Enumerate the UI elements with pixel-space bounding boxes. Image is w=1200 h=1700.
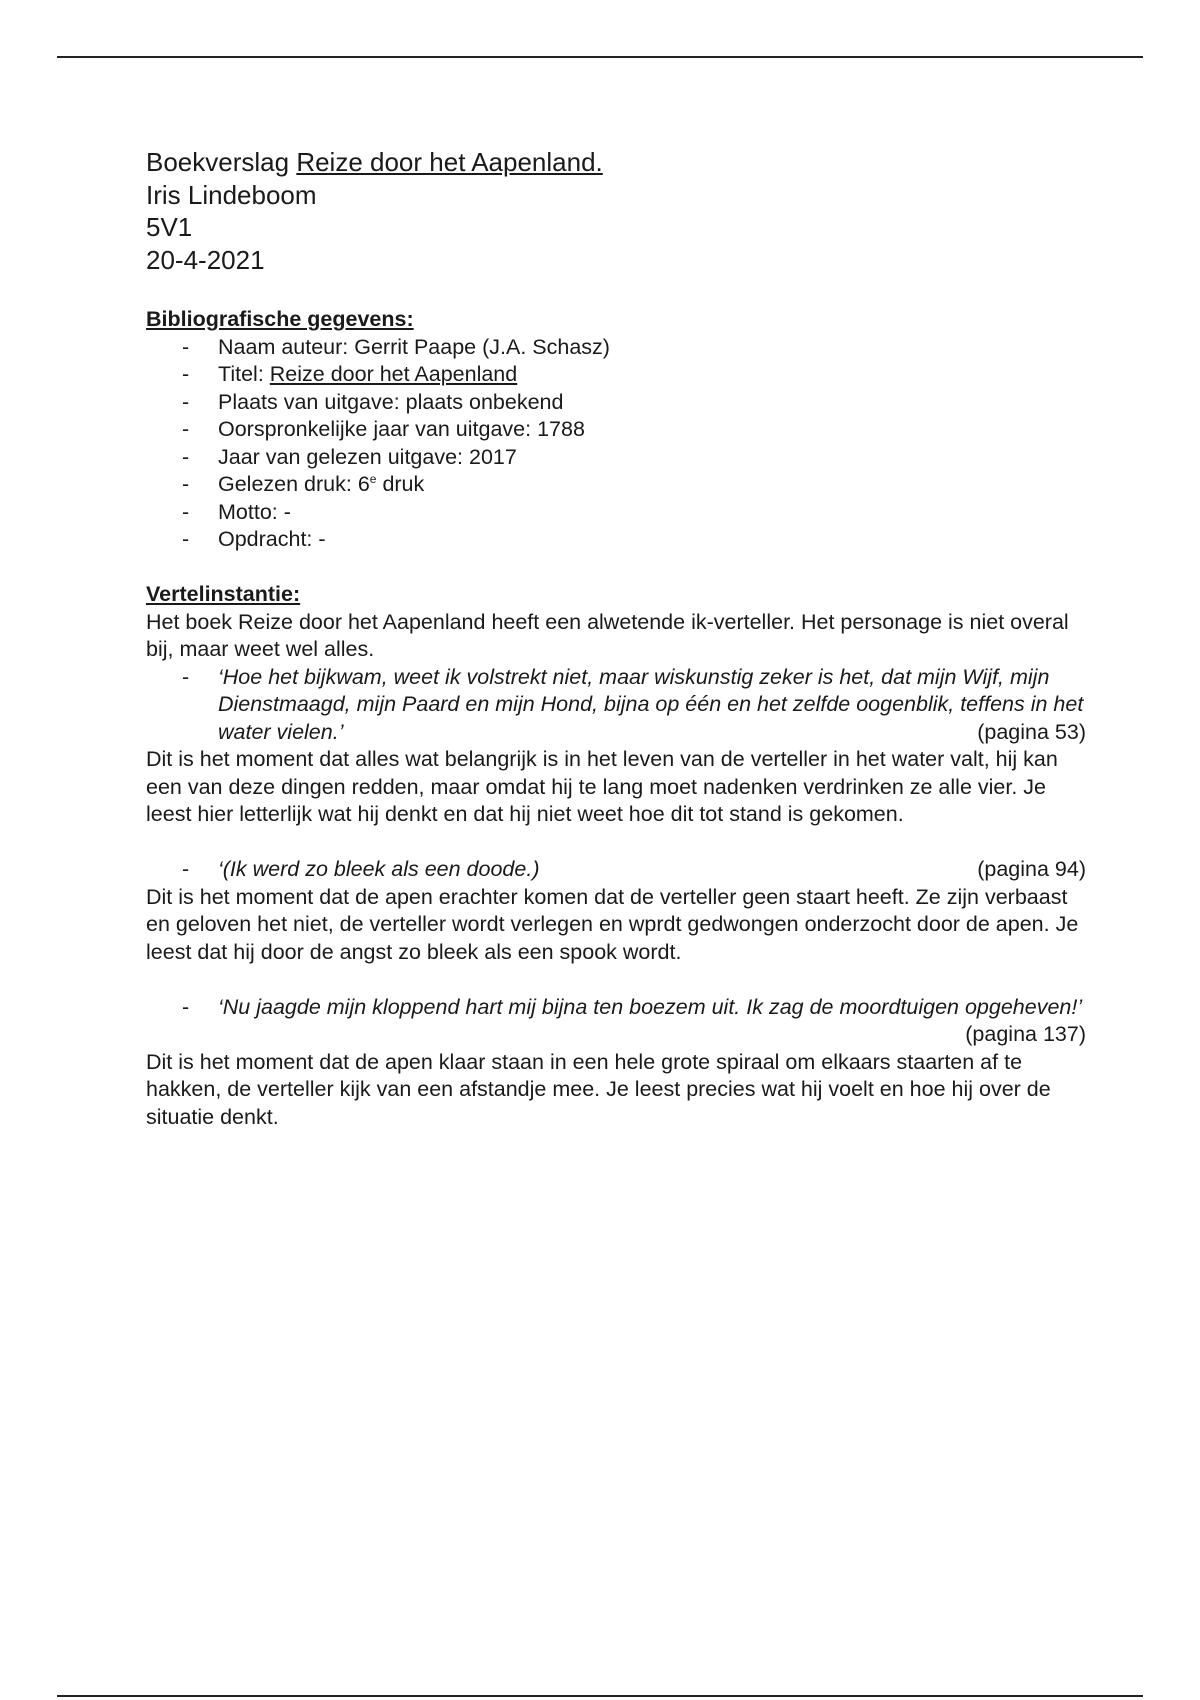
quote-item — [146, 994, 1086, 1049]
bib-edition-sup: e — [369, 471, 377, 486]
class-name: 5V1 — [146, 212, 193, 242]
dash-bullet: - — [182, 994, 190, 1019]
spacer — [146, 829, 1086, 857]
dash-bullet: - — [182, 444, 190, 469]
report-date: 20-4-2021 — [146, 244, 265, 275]
quote-text: ‘Nu jaagde mijn kloppend hart mij bijna ten boezem uit. Ik zag de moordtuigen opgeheven!’ — [218, 994, 1083, 1019]
bib-read-year: Jaar van gelezen uitgave: 2017 — [218, 444, 517, 469]
author-name: Iris Lindeboom — [146, 179, 317, 210]
narration-paragraph: Dit is het moment dat alles wat belangrijk is in het leven van de verteller in het water valt, hij kan een van deze dingen redden, maar omdat hij te lang moet nadenken verdrinken ze alle vier. Je leest hier letterlijk wat hij denkt en dat hij niet weet hoe dit tot stand is gekomen. — [146, 747, 1058, 826]
narration-paragraph: Dit is het moment dat de apen erachter komen dat de verteller geen staart heeft. Ze zijn verbaast en geloven het niet, de verteller wordt verlegen en wprdt gedwongen onderzocht door de apen. Je leest dat hij door de angst zo bleek als een spook wordt. — [146, 884, 1079, 964]
report-header — [146, 146, 1086, 276]
top-rule — [57, 56, 1143, 58]
list-item — [146, 471, 1086, 499]
bib-title-label: Titel: — [218, 362, 270, 386]
list-item — [146, 444, 1086, 472]
page-reference: (pagina 53) — [977, 719, 1086, 744]
dash-bullet: - — [182, 499, 190, 524]
dash-bullet: - — [182, 472, 190, 496]
list-item — [146, 334, 1086, 362]
bibliography-heading: Bibliografische gegevens: — [146, 307, 414, 331]
bottom-rule — [57, 1695, 1143, 1697]
bib-place: Plaats van uitgave: plaats onbekend — [218, 389, 564, 414]
dash-bullet: - — [182, 857, 190, 881]
narration-section — [146, 581, 1086, 1131]
bib-dedication: Opdracht: - — [218, 527, 326, 551]
bibliography-list — [146, 334, 1086, 554]
report-title-line — [146, 146, 1086, 179]
dash-bullet: - — [182, 664, 190, 689]
page-reference: (pagina 137) — [965, 1022, 1086, 1046]
dash-bullet: - — [182, 417, 190, 441]
list-item — [146, 416, 1086, 444]
narration-intro: Het boek Reize door het Aapenland heeft een alwetende ik-verteller. Het personage is niet overal bij, maar weet wel alles. — [146, 609, 1069, 661]
dash-bullet: - — [182, 362, 190, 386]
dash-bullet: - — [182, 334, 190, 359]
list-item — [146, 499, 1086, 527]
report-book-title: Reize door het Aapenland. — [296, 147, 603, 177]
quote-item — [146, 664, 1086, 747]
quote-text: ‘Hoe het bijkwam, weet ik volstrekt niet, maar wiskunstig zeker is het, dat mijn Wijf, mijn Dienstmaagd, mijn Paard en mijn Hond, bijna op één en het zelfde oogenblik, teffens in het water vielen.’ — [218, 664, 1084, 744]
bib-motto: Motto: - — [218, 499, 291, 524]
bib-edition-suffix: druk — [376, 472, 425, 496]
document-body — [146, 146, 1086, 1131]
quote-item — [146, 856, 1086, 884]
quote-list-3 — [146, 994, 1086, 1049]
quote-list-2 — [146, 856, 1086, 884]
list-item — [146, 389, 1086, 417]
narration-paragraph: Dit is het moment dat de apen klaar staan in een hele grote spiraal om elkaars staarten af te hakken, de verteller kijk van een afstandje mee. Je leest precies wat hij voelt en hoe hij over de situatie denkt. — [146, 1049, 1051, 1129]
quote-list-1 — [146, 664, 1086, 747]
page-reference: (pagina 94) — [977, 857, 1086, 881]
quote-text: ‘(Ik werd zo bleek als een doode.) — [218, 857, 540, 881]
bibliography-section — [146, 306, 1086, 554]
report-prefix: Boekverslag — [146, 147, 290, 177]
narration-heading: Vertelinstantie: — [146, 582, 301, 606]
bib-original-year: Oorspronkelijke jaar van uitgave: 1788 — [218, 417, 585, 441]
list-item — [146, 526, 1086, 554]
bib-edition-label: Gelezen druk: 6 — [218, 472, 370, 496]
dash-bullet: - — [182, 389, 190, 414]
bib-title-value: Reize door het Aapenland — [269, 362, 518, 386]
list-item — [146, 361, 1086, 389]
bib-author: Naam auteur: Gerrit Paape (J.A. Schasz) — [218, 334, 610, 359]
dash-bullet: - — [182, 527, 190, 551]
spacer — [146, 966, 1086, 994]
